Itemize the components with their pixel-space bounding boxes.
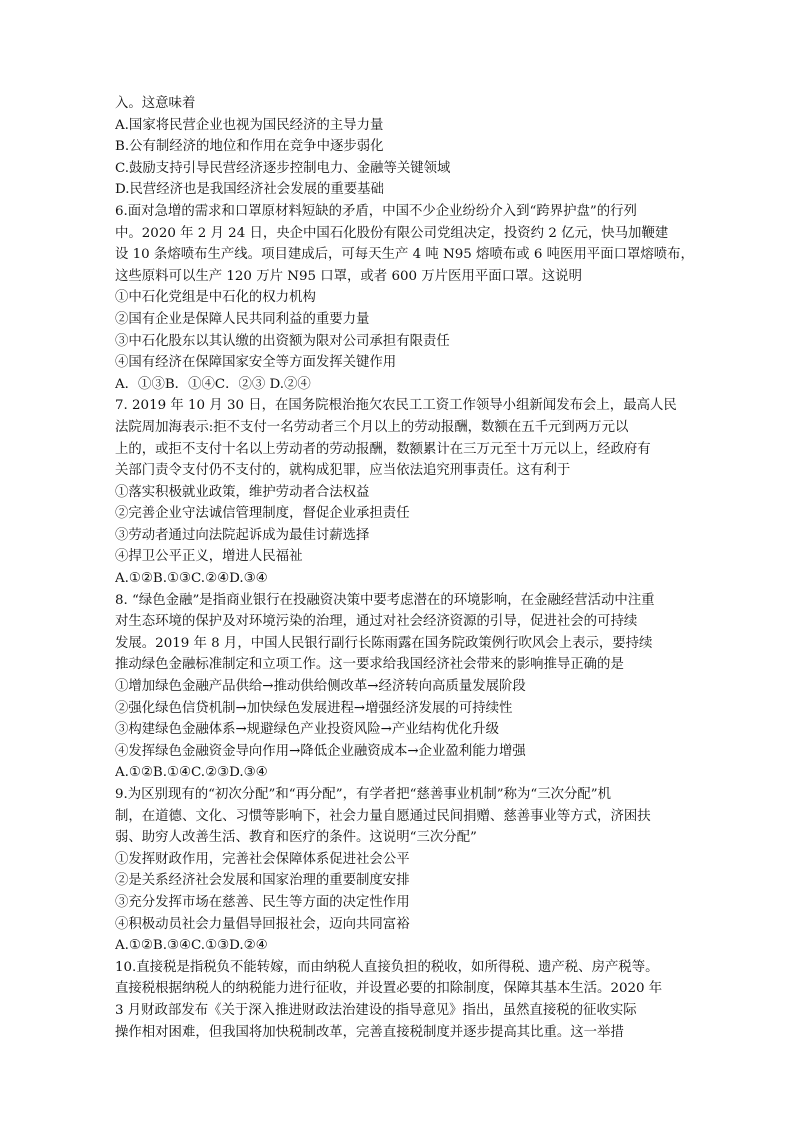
text-line: ①发挥财政作用，完善社会保障体系促进社会公平 — [115, 851, 410, 867]
text-line: ①增加绿色金融产品供给→推动供给侧改革→经济转向高质量发展阶段 — [115, 679, 526, 695]
text-line: ②是关系经济社会发展和国家治理的重要制度安排 — [115, 873, 410, 889]
text-line: 这些原料可以生产 120 万片 N95 口罩，或者 600 万片医用平面口罩。这说明 — [115, 268, 582, 284]
text-line: ②完善企业守法诚信管理制度，督促企业承担责任 — [115, 506, 410, 522]
text-line: 法院周加海表示:拒不支付一名劳动者三个月以上的劳动报酬，数额在五千元到两万元以 — [115, 419, 629, 435]
text-line: ④捍卫公平正义，增进人民福祉 — [115, 549, 303, 565]
text-line: A.国家将民营企业也视为国民经济的主导力量 — [115, 117, 384, 133]
text-line: 直接税根据纳税人的纳税能力进行征收，并设置必要的扣除制度，保障其基本生活。2020 年 — [115, 981, 663, 997]
text-line: ③劳动者通过向法院起诉成为最佳讨薪选择 — [115, 527, 370, 543]
text-line: 6.面对急增的需求和口罩原材料短缺的矛盾，中国不少企业纷纷介入到“跨界护盘”的行列 — [115, 203, 637, 219]
text-line: 关部门责令支付仍不支付的，就构成犯罪，应当依法追究刑事责任。这有利于 — [115, 463, 571, 479]
text-line: ②国有企业是保障人民共同利益的重要力量 — [115, 311, 370, 327]
text-line: 入。这意味着 — [115, 96, 196, 111]
text-line: ③构建绿色金融体系→规避绿色产业投资风险→产业结构优化升级 — [115, 722, 499, 738]
text-line: B.公有制经济的地位和作用在竞争中逐步弱化 — [115, 139, 384, 155]
question-5-tail — [115, 93, 695, 201]
text-line: ④国有经济在保障国家安全等方面发挥关键作用 — [115, 355, 397, 371]
text-line: ④发挥绿色金融资金导向作用→降低企业融资成本→企业盈利能力增强 — [115, 743, 526, 759]
question-8 — [115, 590, 695, 784]
text-line: 发展。2019 年 8 月，中国人民银行副行长陈雨露在国务院政策例行吹风会上表示，要持续 — [115, 635, 653, 651]
text-line: A.①②B.①③C.②④D.③④ — [115, 571, 268, 587]
text-line: ④积极动员社会力量倡导回报社会，迈向共同富裕 — [115, 916, 410, 932]
text-line: 7. 2019 年 10 月 30 日，在国务院根治拖欠农民工工资工作领导小组新闻发布会上，最高人民 — [115, 398, 677, 414]
text-line: ③中石化股东以其认缴的出资额为限对公司承担有限责任 — [115, 333, 450, 349]
text-line: ①中石化党组是中石化的权力机构 — [115, 290, 316, 306]
text-line: ②强化绿色信贷机制→加快绿色发展进程→增强经济发展的可持续性 — [115, 700, 513, 716]
question-6 — [115, 201, 695, 395]
text-line: ①落实积极就业政策，维护劳动者合法权益 — [115, 484, 370, 500]
text-line: D.民营经济也是我国经济社会发展的重要基础 — [115, 182, 384, 198]
text-line: 中。2020 年 2 月 24 日，央企中国石化股份有限公司党组决定，投资约 2 亿元，快马加鞭建 — [115, 225, 669, 241]
text-line: 制，在道德、文化、习惯等影响下，社会力量自愿通过民间捐赠、慈善事业等方式，济困扶 — [115, 808, 651, 824]
text-line: A．①③B．①④C．②③ D.②④ — [115, 376, 311, 392]
question-10 — [115, 957, 695, 1043]
text-line: 上的，或拒不支付十名以上劳动者的劳动报酬，数额累计在三万元至十万元以上，经政府有 — [115, 441, 651, 457]
text-line: 弱、助穷人改善生活、教育和医疗的条件。这说明“三次分配” — [115, 830, 477, 846]
text-line: 操作相对困难，但我国将加快税制改革，完善直接税制度并逐步提高其比重。这一举措 — [115, 1024, 624, 1040]
text-line: ③充分发挥市场在慈善、民生等方面的决定性作用 — [115, 894, 410, 910]
text-line: 10.直接税是指税负不能转嫁，而由纳税人直接负担的税收，如所得税、遗产税、房产税等。 — [115, 959, 659, 975]
text-line: 9.为区别现有的“初次分配”和“再分配”，有学者把“慈善事业机制”称为“三次分配”机 — [115, 787, 612, 802]
text-line: A.①②B.③④C.①③D.②④ — [115, 938, 268, 954]
question-9 — [115, 784, 695, 957]
text-line: 设 10 条熔喷布生产线。项目建成后，可每天生产 4 吨 N95 熔喷布或 6 吨医用平面口罩熔喷布， — [115, 247, 694, 263]
text-line: A.①②B.①④C.②③D.③④ — [115, 765, 268, 781]
text-line: C.鼓励支持引导民营经济逐步控制电力、金融等关键领域 — [115, 160, 451, 176]
text-line: 推动绿色金融标准制定和立项工作。这一要求给我国经济社会带来的影响推导正确的是 — [115, 657, 624, 673]
text-line: 8. “绿色金融”是指商业银行在投融资决策中要考虑潜在的环境影响，在金融经营活动中注重 — [115, 592, 655, 608]
text-line: 对生态环境的保护及对环境污染的治理，通过对社会经济资源的引导，促进社会的可持续 — [115, 614, 638, 630]
exam-page — [115, 93, 695, 1043]
question-7 — [115, 395, 695, 589]
text-line: 3 月财政部发布《关于深入推进财政法治建设的指导意见》指出，虽然直接税的征收实际 — [115, 1002, 637, 1018]
